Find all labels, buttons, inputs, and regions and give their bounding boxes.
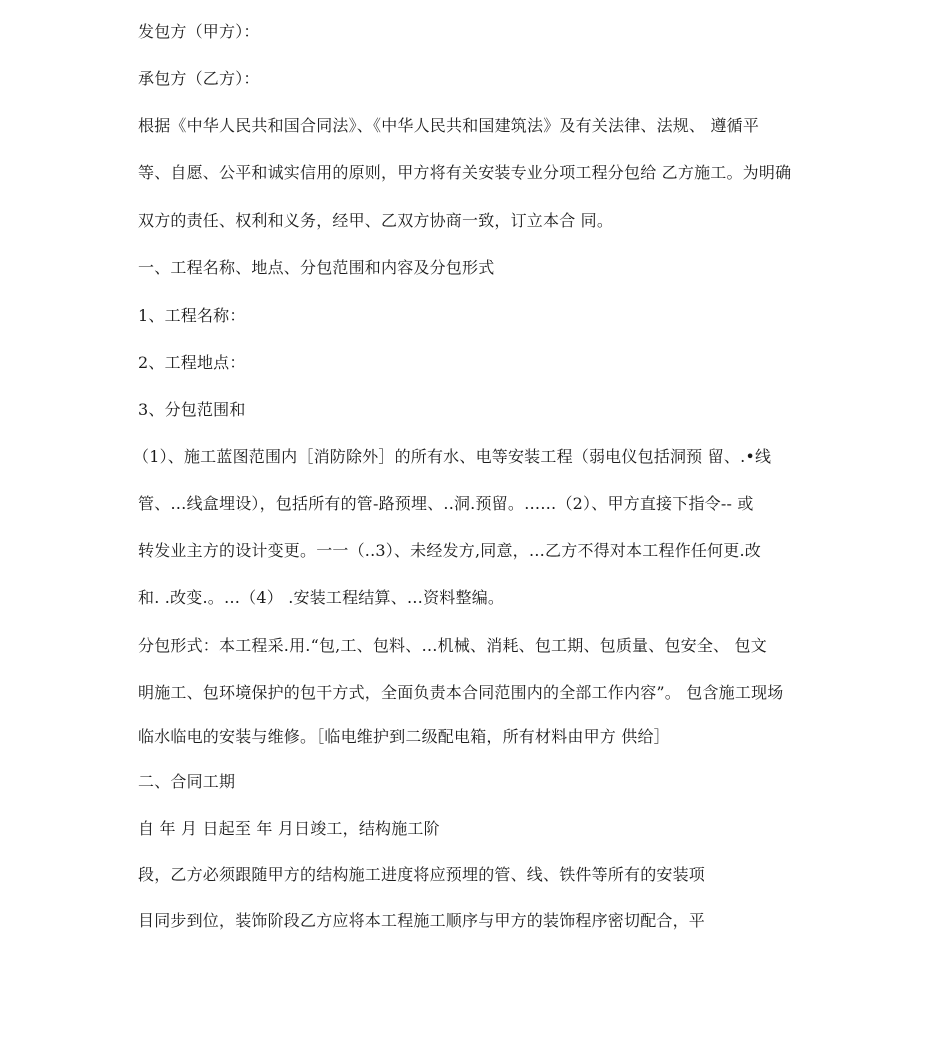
contract-form-line-3: 临水临电的安装与维修。［临电维护到二级配电箱，所有材料由甲方 供给］	[138, 727, 670, 746]
section-1-heading: 一、工程名称、地点、分包范围和内容及分包形式	[138, 258, 495, 277]
preamble-line-1: 根据《中华人民共和国合同法》、《中华人民共和国建筑法》及有关法律、法规、 遵循平	[138, 116, 760, 135]
preamble-line-2: 等、自愿、公平和诚实信用的原则，甲方将有关安装专业分项工程分包给 乙方施工。为明确	[138, 163, 792, 182]
preamble-line-3: 双方的责任、权利和义务，经甲、乙双方协商一致，订立本合 同。	[138, 211, 614, 230]
contract-form-line-1: 分包形式：本工程采.用.“包,工、包料、…机械、消耗、包工期、包质量、包安全、 包文	[138, 636, 767, 655]
scope-line-1: （1）、施工蓝图范围内［消防除外］的所有水、电等安装工程（弱电仪包括洞预 留、.•线	[133, 447, 772, 466]
schedule-line-1: 自 年 月 日起至 年 月日竣工，结构施工阶	[138, 819, 440, 838]
scope-line-4: 和. .改变.。…（4） .安装工程结算、…资料整编。	[138, 588, 505, 607]
schedule-line-2: 段，乙方必须跟随甲方的结构施工进度将应预埋的管、线、铁件等所有的安装项	[138, 865, 706, 884]
project-location-line: 2、工程地点：	[138, 353, 246, 372]
scope-heading-line: 3、分包范围和	[138, 400, 246, 419]
party-a-line: 发包方（甲方）：	[138, 22, 260, 41]
scope-line-3: 转发业主方的设计变更。一一（..3）、未经发方,同意，…乙方不得对本工程作任何更.改	[138, 541, 761, 560]
scope-line-2: 管、…线盒埋设），包括所有的管-路预埋、..洞.预留。……（2）、甲方直接下指令-- 或	[138, 494, 754, 513]
section-2-heading: 二、合同工期	[138, 772, 236, 791]
contract-form-line-2: 明施工、包环境保护的包干方式，全面负责本合同范围内的全部工作内容”。 包含施工现场	[138, 683, 784, 702]
project-name-line: 1、工程名称：	[138, 306, 246, 325]
party-b-line: 承包方（乙方）：	[138, 69, 260, 88]
schedule-line-3: 目同步到位，装饰阶段乙方应将本工程施工顺序与甲方的装饰程序密切配合，平	[138, 911, 706, 930]
